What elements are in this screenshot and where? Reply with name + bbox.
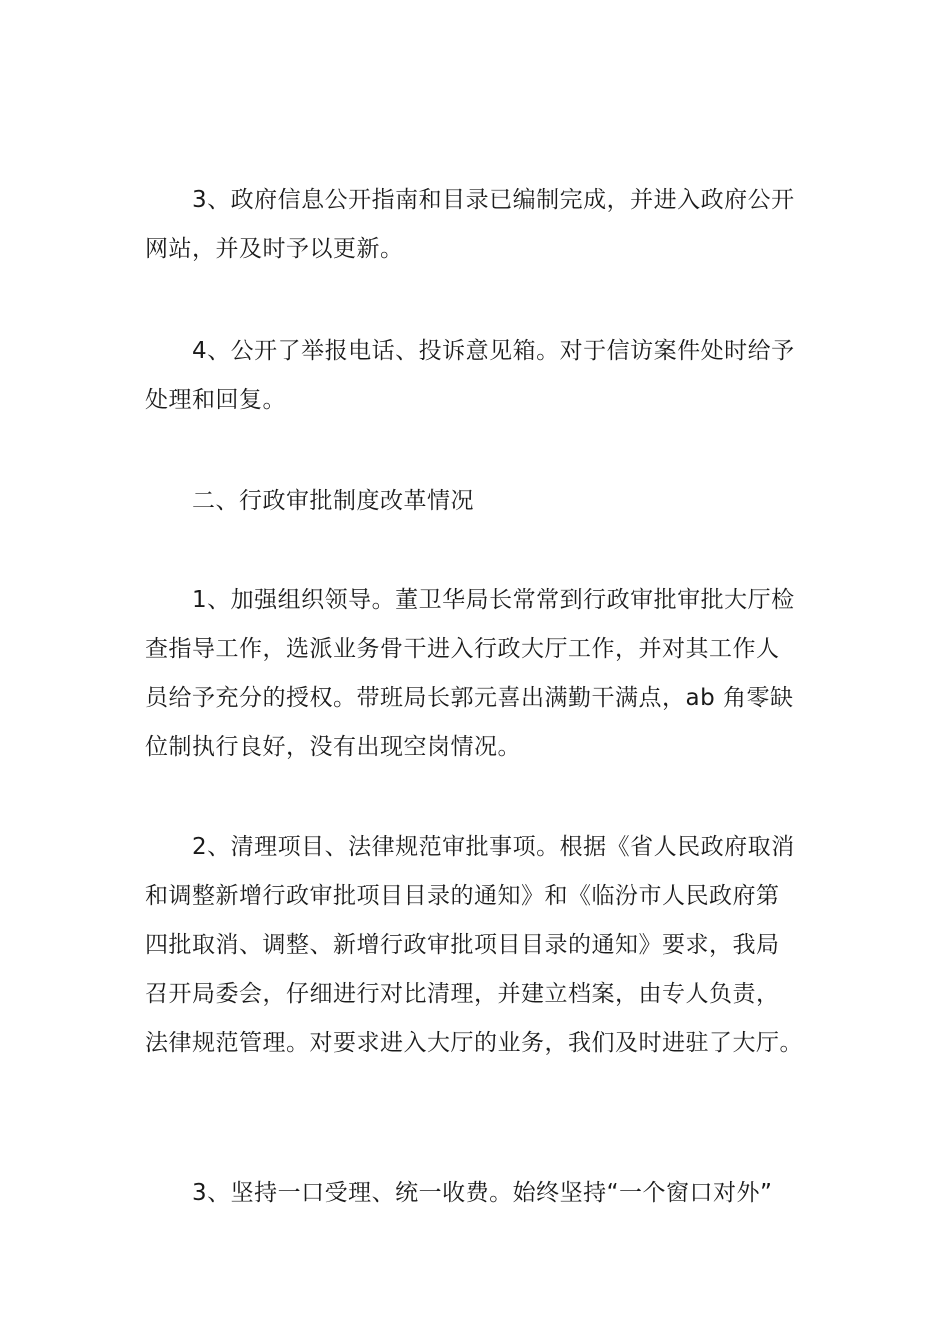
paragraph-line: 网站，并及时予以更新。 (145, 236, 404, 262)
paragraph-3-single-window (145, 1169, 825, 1218)
paragraph-3-info-guide (145, 176, 825, 274)
paragraph-line: 法律规范管理。对要求进入大厅的业务，我们及时进驻了大厅。 (145, 1030, 803, 1056)
paragraph-line: 员给予充分的授权。带班局长郭元喜出满勤干满点，ab 角零缺 (145, 685, 794, 711)
section-heading-line: 二、行政审批制度改革情况 (192, 488, 474, 514)
paragraph-line: 4、公开了举报电话、投诉意见箱。对于信访案件处时给予 (192, 338, 795, 364)
paragraph-line: 1、加强组织领导。董卫华局长常常到行政审批审批大厅检 (192, 587, 795, 613)
paragraph-line: 查指导工作，选派业务骨干进入行政大厅工作，并对其工作人 (145, 636, 780, 662)
paragraph-line: 3、坚持一口受理、统一收费。始终坚持“一个窗口对外” (192, 1180, 773, 1206)
paragraph-line: 2、清理项目、法律规范审批事项。根据《省人民政府取消 (192, 834, 795, 860)
paragraph-line: 处理和回复。 (145, 387, 286, 413)
paragraph-line: 3、政府信息公开指南和目录已编制完成，并进入政府公开 (192, 187, 795, 213)
section-heading-admin-approval (145, 477, 825, 526)
paragraph-4-report-hotline (145, 327, 825, 425)
paragraph-1-organization (145, 576, 825, 772)
paragraph-2-item-cleanup (145, 823, 825, 1068)
paragraph-line: 召开局委会，仔细进行对比清理，并建立档案，由专人负责， (145, 981, 780, 1007)
paragraph-line: 和调整新增行政审批项目目录的通知》和《临汾市人民政府第 (145, 883, 780, 909)
paragraph-line: 位制执行良好，没有出现空岗情况。 (145, 734, 521, 760)
paragraph-line: 四批取消、调整、新增行政审批项目目录的通知》要求，我局 (145, 932, 780, 958)
